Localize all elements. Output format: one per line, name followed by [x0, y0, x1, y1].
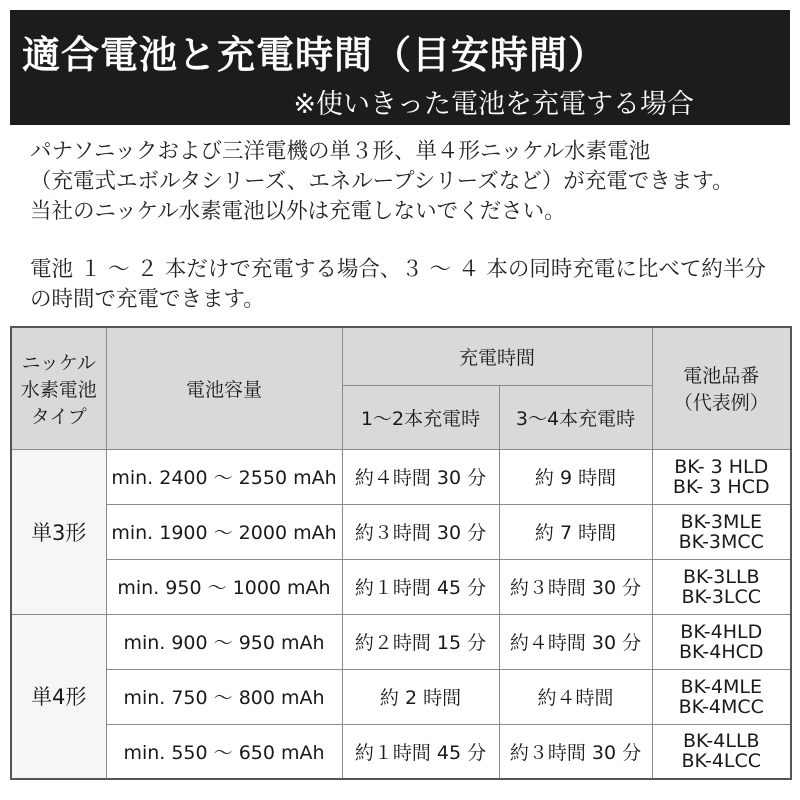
table-row	[11, 614, 791, 669]
header-time-3-4: 3～4本充電時	[499, 385, 652, 449]
time-3-4-cell: 約 9 時間	[499, 449, 652, 504]
page-title: 適合電池と充電時間（目安時間）	[22, 33, 608, 77]
title-banner	[10, 10, 790, 125]
time-1-2-cell: 約４時間 30 分	[342, 449, 499, 504]
time-3-4-cell: 約 7 時間	[499, 504, 652, 559]
time-3-4-cell: 約３時間 30 分	[499, 724, 652, 779]
model-cell: BK-4MLE BK-4MCC	[652, 669, 791, 724]
table-row	[11, 669, 791, 724]
time-1-2-cell: 約１時間 45 分	[342, 724, 499, 779]
table-row	[11, 504, 791, 559]
header-battery-type: ニッケル 水素電池 タイプ	[11, 327, 106, 449]
model-cell: BK-4LLB BK-4LCC	[652, 724, 791, 779]
capacity-cell: min. 750 ～ 800 mAh	[106, 669, 342, 724]
capacity-cell: min. 1900 ～ 2000 mAh	[106, 504, 342, 559]
model-cell: BK- 3 HLD BK- 3 HCD	[652, 449, 791, 504]
compatibility-paragraph	[30, 137, 733, 227]
paragraph-line: 当社のニッケル水素電池以外は充電しないでください。	[30, 199, 566, 224]
time-1-2-cell: 約２時間 15 分	[342, 614, 499, 669]
model-cell: BK-3LLB BK-3LCC	[652, 559, 791, 614]
header-capacity: 電池容量	[106, 327, 342, 449]
table-row	[11, 724, 791, 779]
paragraph-line: の時間で充電できます。	[30, 287, 265, 312]
battery-spec-table	[10, 326, 792, 780]
table-row	[11, 449, 791, 504]
battery-type-cell: 単3形	[11, 449, 106, 614]
paragraph-line: 電池 １ ～ ２ 本だけで充電する場合、３ ～ ４ 本の同時充電に比べて約半分	[30, 257, 766, 282]
header-time-1-2: 1～2本充電時	[342, 385, 499, 449]
paragraph-line: （充電式エボルタシリーズ、エネループシリーズなど）が充電できます。	[30, 169, 734, 194]
time-3-4-cell: 約４時間 30 分	[499, 614, 652, 669]
capacity-cell: min. 550 ～ 650 mAh	[106, 724, 342, 779]
capacity-cell: min. 2400 ～ 2550 mAh	[106, 449, 342, 504]
time-3-4-cell: 約３時間 30 分	[499, 559, 652, 614]
table-header-row	[11, 327, 791, 385]
time-1-2-cell: 約１時間 45 分	[342, 559, 499, 614]
time-1-2-cell: 約 2 時間	[342, 669, 499, 724]
capacity-cell: min. 900 ～ 950 mAh	[106, 614, 342, 669]
header-charge-time: 充電時間	[342, 327, 652, 385]
page-subtitle: ※使いきった電池を充電する場合	[293, 89, 694, 120]
header-model: 電池品番 （代表例）	[652, 327, 791, 449]
time-3-4-cell: 約４時間	[499, 669, 652, 724]
battery-type-cell: 単4形	[11, 614, 106, 779]
time-1-2-cell: 約３時間 30 分	[342, 504, 499, 559]
charging-note-paragraph	[30, 255, 766, 315]
table-row	[11, 559, 791, 614]
model-cell: BK-4HLD BK-4HCD	[652, 614, 791, 669]
model-cell: BK-3MLE BK-3MCC	[652, 504, 791, 559]
paragraph-line: パナソニックおよび三洋電機の単３形、単４形ニッケル水素電池	[30, 139, 651, 164]
capacity-cell: min. 950 ～ 1000 mAh	[106, 559, 342, 614]
